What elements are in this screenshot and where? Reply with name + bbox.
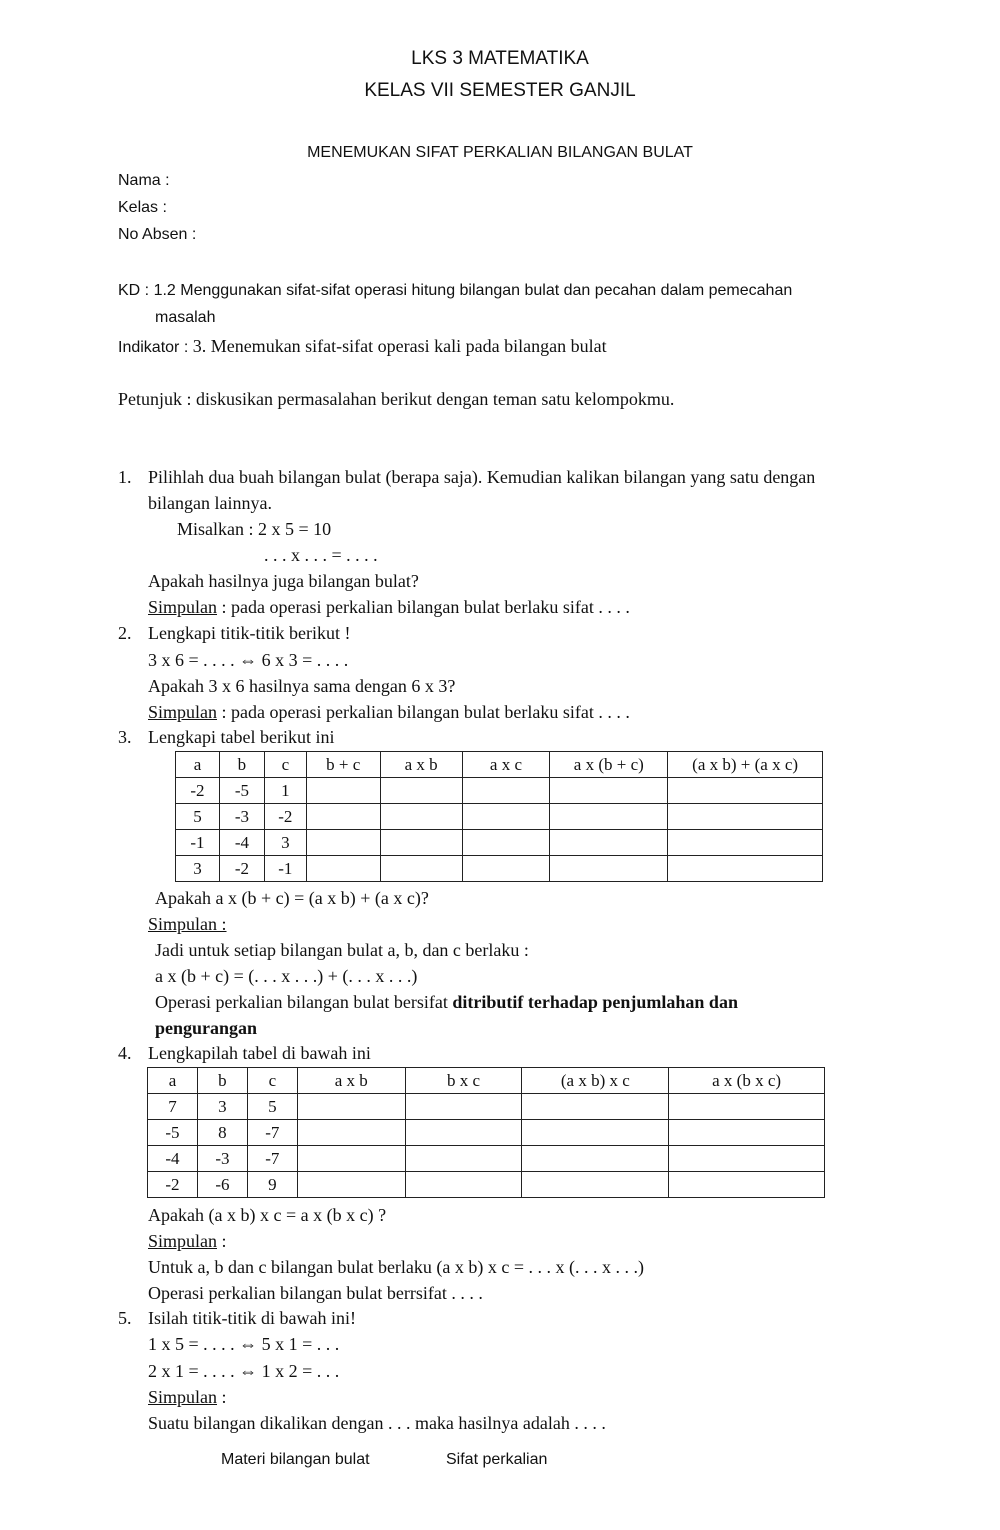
table-cell: -5 bbox=[219, 778, 264, 804]
table-cell: 3 bbox=[264, 830, 306, 856]
q3-question: Apakah a x (b + c) = (a x b) + (a x c)? bbox=[155, 888, 429, 908]
answer-cell[interactable] bbox=[297, 1120, 405, 1146]
q4-simpulan bbox=[148, 1231, 227, 1252]
q3-line-d-bold: pengurangan bbox=[155, 1018, 258, 1038]
answer-cell[interactable] bbox=[522, 1120, 669, 1146]
answer-cell[interactable] bbox=[669, 1172, 825, 1198]
q1-simpulan-text: : pada operasi perkalian bilangan bulat berlaku sifat . . . . bbox=[217, 597, 630, 617]
q1-line-2: bilangan lainnya. bbox=[148, 493, 272, 513]
answer-cell[interactable] bbox=[380, 830, 462, 856]
q2-simpulan bbox=[148, 702, 630, 723]
table-cell: -3 bbox=[197, 1146, 247, 1172]
indikator-text: 3. Menemukan sifat-sifat operasi kali pada bilangan bulat bbox=[192, 336, 607, 356]
q5-line-2: 1 x 5 = . . . . ⇔ 5 x 1 = . . . bbox=[148, 1334, 340, 1354]
answer-cell[interactable] bbox=[405, 1120, 522, 1146]
q5-line-4: Suatu bilangan dikalikan dengan . . . maka hasilnya adalah . . . . bbox=[148, 1413, 606, 1433]
answer-cell[interactable] bbox=[462, 856, 550, 882]
q2-question: Apakah 3 x 6 hasilnya sama dengan 6 x 3? bbox=[148, 676, 456, 696]
answer-cell[interactable] bbox=[297, 1094, 405, 1120]
answer-cell[interactable] bbox=[306, 856, 380, 882]
table-cell: -2 bbox=[219, 856, 264, 882]
table-cell: -2 bbox=[264, 804, 306, 830]
footer-left: Materi bilangan bulat bbox=[221, 1451, 370, 1468]
q1-question: Apakah hasilnya juga bilangan bulat? bbox=[148, 571, 419, 591]
answer-cell[interactable] bbox=[668, 856, 823, 882]
q3-line-c bbox=[155, 992, 738, 1013]
q3-line-a: Jadi untuk setiap bilangan bulat a, b, dan c berlaku : bbox=[155, 940, 529, 960]
footer-right: Sifat perkalian bbox=[446, 1451, 548, 1468]
table-row bbox=[148, 1172, 825, 1198]
answer-cell[interactable] bbox=[668, 778, 823, 804]
table-cell: 1 bbox=[264, 778, 306, 804]
q4-line-a: Untuk a, b dan c bilangan bulat berlaku (a x b) x c = . . . x (. . . x . . .) bbox=[148, 1257, 645, 1277]
answer-cell[interactable] bbox=[522, 1146, 669, 1172]
table-cell: -5 bbox=[148, 1120, 198, 1146]
table-cell: -2 bbox=[176, 778, 220, 804]
name-label: Nama : bbox=[118, 172, 170, 189]
answer-cell[interactable] bbox=[550, 830, 668, 856]
answer-cell[interactable] bbox=[306, 804, 380, 830]
table-cell: -2 bbox=[148, 1172, 198, 1198]
table-header-row bbox=[176, 752, 823, 778]
q4-table bbox=[147, 1067, 825, 1198]
answer-cell[interactable] bbox=[668, 830, 823, 856]
q3-simpulan-label bbox=[148, 914, 227, 935]
header-cell: a bbox=[148, 1068, 198, 1094]
kd-line-1: KD : 1.2 Menggunakan sifat-sifat operasi hitung bilangan bulat dan pecahan dalam pemecahan bbox=[118, 282, 793, 299]
table-row bbox=[176, 830, 823, 856]
answer-cell[interactable] bbox=[462, 830, 550, 856]
answer-cell[interactable] bbox=[405, 1146, 522, 1172]
answer-cell[interactable] bbox=[668, 804, 823, 830]
q2-line-1: Lengkapi titik-titik berikut ! bbox=[148, 623, 351, 643]
q5-simpulan bbox=[148, 1387, 227, 1408]
table-cell: -3 bbox=[219, 804, 264, 830]
header-cell: (a x b) x c bbox=[522, 1068, 669, 1094]
answer-cell[interactable] bbox=[462, 804, 550, 830]
table-cell: 7 bbox=[148, 1094, 198, 1120]
q1-blank: . . . x . . . = . . . . bbox=[264, 545, 378, 565]
q5-simpulan-label: Simpulan bbox=[148, 1387, 218, 1407]
q4-question: Apakah (a x b) x c = a x (b x c) ? bbox=[148, 1205, 387, 1225]
q2-number: 2. bbox=[118, 623, 132, 643]
header-cell: b + c bbox=[306, 752, 380, 778]
q3-line-d bbox=[155, 1018, 257, 1039]
answer-cell[interactable] bbox=[669, 1146, 825, 1172]
q3-line-c-bold: ditributif terhadap penjumlahan dan bbox=[452, 992, 738, 1012]
q1-number: 1. bbox=[118, 467, 132, 487]
answer-cell[interactable] bbox=[669, 1120, 825, 1146]
q4-simpulan-colon: : bbox=[217, 1231, 227, 1251]
answer-cell[interactable] bbox=[380, 804, 462, 830]
q3-line-1: Lengkapi tabel berikut ini bbox=[148, 727, 335, 747]
answer-cell[interactable] bbox=[462, 778, 550, 804]
q2-simpulan-text: : pada operasi perkalian bilangan bulat berlaku sifat . . . . bbox=[217, 702, 630, 722]
table-cell: 3 bbox=[176, 856, 220, 882]
answer-cell[interactable] bbox=[669, 1094, 825, 1120]
q3-line-b: a x (b + c) = (. . . x . . .) + (. . . x . . .) bbox=[155, 966, 418, 986]
header-cell: a x (b + c) bbox=[550, 752, 668, 778]
header-cell: a x (b x c) bbox=[669, 1068, 825, 1094]
q4-number: 4. bbox=[118, 1043, 132, 1063]
table-cell: 8 bbox=[197, 1120, 247, 1146]
q2-simpulan-label: Simpulan bbox=[148, 702, 218, 722]
q3-number: 3. bbox=[118, 727, 132, 747]
answer-cell[interactable] bbox=[522, 1094, 669, 1120]
answer-cell[interactable] bbox=[380, 778, 462, 804]
table-row bbox=[148, 1146, 825, 1172]
q3-table bbox=[175, 751, 823, 882]
table-cell: -1 bbox=[264, 856, 306, 882]
table-row bbox=[148, 1120, 825, 1146]
q3-line-c-plain: Operasi perkalian bilangan bulat bersifat bbox=[155, 992, 453, 1012]
answer-cell[interactable] bbox=[306, 778, 380, 804]
header-cell: a bbox=[176, 752, 220, 778]
table-row bbox=[176, 856, 823, 882]
indikator-label: Indikator : bbox=[118, 339, 193, 356]
q1-simpulan bbox=[148, 597, 630, 618]
q4-line-b: Operasi perkalian bilangan bulat berrsifat . . . . bbox=[148, 1283, 483, 1303]
header-cell: a x b bbox=[380, 752, 462, 778]
answer-cell[interactable] bbox=[550, 778, 668, 804]
header-cell: c bbox=[264, 752, 306, 778]
header-cell: a x c bbox=[462, 752, 550, 778]
table-cell: 3 bbox=[197, 1094, 247, 1120]
answer-cell[interactable] bbox=[550, 856, 668, 882]
q5-line-1: Isilah titik-titik di bawah ini! bbox=[148, 1308, 356, 1328]
table-cell: -7 bbox=[247, 1120, 297, 1146]
q2-line-2: 3 x 6 = . . . . ⇔ 6 x 3 = . . . . bbox=[148, 650, 349, 670]
worksheet-title: LKS 3 MATEMATIKA bbox=[411, 48, 589, 69]
absen-label: No Absen : bbox=[118, 226, 197, 243]
header-cell: c bbox=[247, 1068, 297, 1094]
class-label: Kelas : bbox=[118, 199, 167, 216]
answer-cell[interactable] bbox=[550, 804, 668, 830]
table-row bbox=[176, 778, 823, 804]
answer-cell[interactable] bbox=[306, 830, 380, 856]
header-cell: a x b bbox=[297, 1068, 405, 1094]
table-cell: 5 bbox=[247, 1094, 297, 1120]
header-cell: (a x b) + (a x c) bbox=[668, 752, 823, 778]
answer-cell[interactable] bbox=[405, 1172, 522, 1198]
q5-number: 5. bbox=[118, 1308, 132, 1328]
q3-simpulan-text: Simpulan : bbox=[148, 914, 227, 934]
answer-cell[interactable] bbox=[297, 1172, 405, 1198]
q4-line-1: Lengkapilah tabel di bawah ini bbox=[148, 1043, 371, 1063]
header-cell: b bbox=[197, 1068, 247, 1094]
answer-cell[interactable] bbox=[522, 1172, 669, 1198]
table-row bbox=[148, 1094, 825, 1120]
table-cell: 9 bbox=[247, 1172, 297, 1198]
table-cell: -4 bbox=[148, 1146, 198, 1172]
q1-line-1: Pilihlah dua buah bilangan bulat (berapa saja). Kemudian kalikan bilangan yang satu dengan bbox=[148, 467, 816, 487]
worksheet-subtitle: KELAS VII SEMESTER GANJIL bbox=[364, 80, 636, 101]
table-cell: -4 bbox=[219, 830, 264, 856]
answer-cell[interactable] bbox=[297, 1146, 405, 1172]
q5-simpulan-colon: : bbox=[217, 1387, 227, 1407]
table-cell: -6 bbox=[197, 1172, 247, 1198]
q1-example: Misalkan : 2 x 5 = 10 bbox=[177, 519, 332, 539]
table-header-row bbox=[148, 1068, 825, 1094]
q1-simpulan-label: Simpulan bbox=[148, 597, 218, 617]
table-cell: -7 bbox=[247, 1146, 297, 1172]
answer-cell[interactable] bbox=[380, 856, 462, 882]
worksheet-topic: MENEMUKAN SIFAT PERKALIAN BILANGAN BULAT bbox=[307, 144, 693, 161]
table-row bbox=[176, 804, 823, 830]
answer-cell[interactable] bbox=[405, 1094, 522, 1120]
q4-simpulan-label: Simpulan bbox=[148, 1231, 218, 1251]
petunjuk: Petunjuk : diskusikan permasalahan berikut dengan teman satu kelompokmu. bbox=[118, 389, 675, 409]
q5-line-3: 2 x 1 = . . . . ⇔ 1 x 2 = . . . bbox=[148, 1361, 340, 1381]
table-cell: -1 bbox=[176, 830, 220, 856]
kd-line-2: masalah bbox=[155, 309, 216, 326]
indikator-line bbox=[118, 336, 607, 357]
header-cell: b bbox=[219, 752, 264, 778]
header-cell: b x c bbox=[405, 1068, 522, 1094]
table-cell: 5 bbox=[176, 804, 220, 830]
